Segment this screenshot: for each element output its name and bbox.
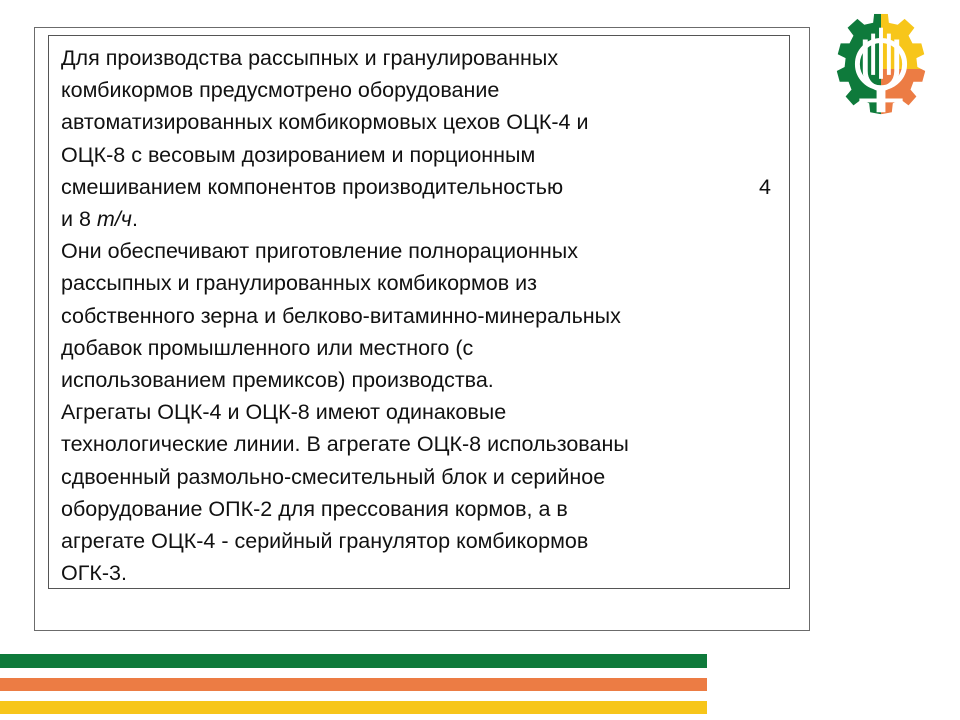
text-line: добавок промышленного или местного (с [61,335,474,360]
text-line: автоматизированных комбикормовых цехов ОЦК-4 и [61,110,589,135]
text-line: Агрегаты ОЦК-4 и ОЦК-8 имеют одинаковые [61,400,507,425]
text-line [61,171,783,203]
text-line: агрегате ОЦК-4 - серийный гранулятор комбикормов [61,529,589,554]
text-line: Они обеспечивают приготовление полнорационных [61,239,578,264]
text-line: технологические линии. В агрегате ОЦК-8 использованы [61,432,629,457]
text-line: комбикормов предусмотрено оборудование [61,78,500,103]
text-line: сдвоенный размольно-смесительный блок и серийное [61,464,606,489]
yellow-stripe [0,701,707,714]
text-line: Для производства рассыпных и гранулированных [61,46,559,70]
text-line: собственного зерна и белково-витаминно-минеральных [61,303,621,328]
text-line: рассыпных и гранулированных комбикормов из [61,271,538,296]
text-line [61,203,783,235]
text-line-suffix: . [131,207,138,232]
unit-text: т/ч [96,207,132,232]
capacity-number: 4 [759,174,771,199]
text-line: ОЦК-8 с весовым дозированием и порционным [61,142,536,167]
text-line: ОГК-3. [61,561,127,586]
green-stripe [0,654,707,668]
orange-stripe [0,678,707,691]
text-line-main: смешиванием компонентов производительностью [61,174,564,199]
text-line: оборудование ОПК-2 для прессования кормов, а в [61,496,568,521]
text-line-prefix: и 8 [61,207,97,232]
agro-gear-logo-icon [822,10,940,128]
body-text [61,42,783,589]
text-line: использованием премиксов) производства. [61,368,494,393]
